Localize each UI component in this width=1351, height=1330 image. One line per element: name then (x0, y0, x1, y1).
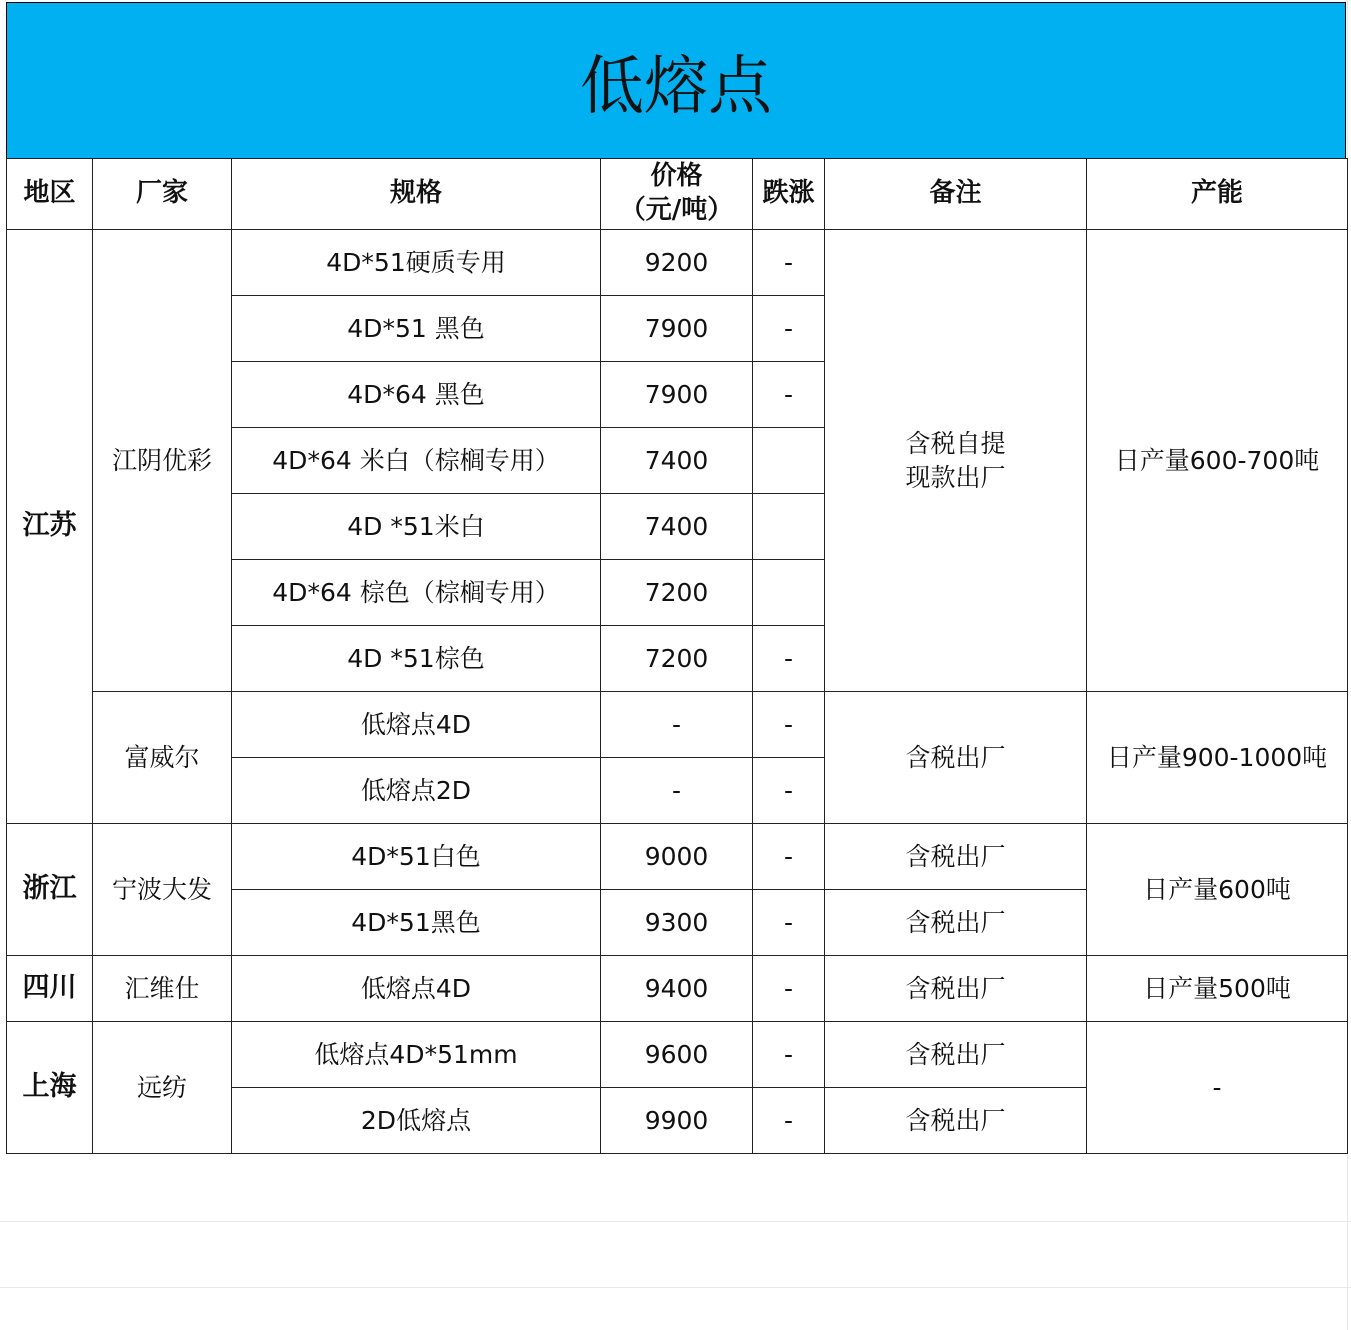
sheet-gridline (0, 1287, 1351, 1288)
table-row (7, 956, 1348, 1022)
change-cell: - (753, 890, 825, 956)
spec-cell: 低熔点2D (232, 758, 601, 824)
change-cell: - (753, 956, 825, 1022)
note-cell: 含税出厂 (825, 890, 1087, 956)
price-cell: 9900 (601, 1088, 753, 1154)
region-cell: 四川 (7, 956, 93, 1022)
price-cell: - (601, 758, 753, 824)
change-cell: - (753, 230, 825, 296)
spec-cell: 4D*51白色 (232, 824, 601, 890)
capacity-cell: 日产量600-700吨 (1087, 230, 1348, 692)
spec-cell: 4D*64 黑色 (232, 362, 601, 428)
price-table (6, 158, 1348, 1154)
change-cell: - (753, 758, 825, 824)
capacity-cell: 日产量600吨 (1087, 824, 1348, 956)
manufacturer-cell: 宁波大发 (93, 824, 232, 956)
manufacturer-cell: 江阴优彩 (93, 230, 232, 692)
region-cell: 上海 (7, 1022, 93, 1154)
header-capacity: 产能 (1087, 159, 1348, 230)
spec-cell: 4D*51 黑色 (232, 296, 601, 362)
note-cell: 含税出厂 (825, 1088, 1087, 1154)
change-cell: - (753, 626, 825, 692)
price-cell: 7400 (601, 428, 753, 494)
spec-cell: 4D*51黑色 (232, 890, 601, 956)
capacity-cell: - (1087, 1022, 1348, 1154)
header-price: 价格 （元/吨） (601, 159, 753, 230)
manufacturer-cell: 汇维仕 (93, 956, 232, 1022)
change-cell: - (753, 296, 825, 362)
table-row (7, 692, 1348, 758)
price-cell: 9600 (601, 1022, 753, 1088)
spec-cell: 4D*64 棕色（棕榈专用） (232, 560, 601, 626)
manufacturer-cell: 远纺 (93, 1022, 232, 1154)
spec-cell: 4D *51米白 (232, 494, 601, 560)
price-cell: 7900 (601, 362, 753, 428)
capacity-cell: 日产量500吨 (1087, 956, 1348, 1022)
header-note: 备注 (825, 159, 1087, 230)
change-cell: - (753, 1088, 825, 1154)
change-cell: - (753, 692, 825, 758)
table-row (7, 230, 1348, 296)
table-row (7, 1022, 1348, 1088)
header-manufacturer: 厂家 (93, 159, 232, 230)
price-cell: 7200 (601, 626, 753, 692)
manufacturer-cell: 富威尔 (93, 692, 232, 824)
price-cell: 7900 (601, 296, 753, 362)
price-cell: 9300 (601, 890, 753, 956)
price-cell: 7200 (601, 560, 753, 626)
header-row (7, 159, 1348, 230)
note-cell: 含税出厂 (825, 824, 1087, 890)
change-cell (753, 560, 825, 626)
change-cell (753, 428, 825, 494)
change-cell: - (753, 824, 825, 890)
note-cell: 含税出厂 (825, 956, 1087, 1022)
change-cell: - (753, 1022, 825, 1088)
spec-cell: 4D*51硬质专用 (232, 230, 601, 296)
price-cell: 9000 (601, 824, 753, 890)
header-region: 地区 (7, 159, 93, 230)
table-row (7, 824, 1348, 890)
spec-cell: 低熔点4D (232, 692, 601, 758)
capacity-cell: 日产量900-1000吨 (1087, 692, 1348, 824)
header-change: 跌涨 (753, 159, 825, 230)
spec-cell: 2D低熔点 (232, 1088, 601, 1154)
price-cell: 7400 (601, 494, 753, 560)
header-spec: 规格 (232, 159, 601, 230)
change-cell (753, 494, 825, 560)
price-cell: 9400 (601, 956, 753, 1022)
spec-cell: 4D *51棕色 (232, 626, 601, 692)
sheet-title: 低熔点 (6, 2, 1346, 158)
note-cell: 含税出厂 (825, 692, 1087, 824)
change-cell: - (753, 362, 825, 428)
price-cell: 9200 (601, 230, 753, 296)
sheet-gridline (0, 1221, 1351, 1222)
spec-cell: 低熔点4D*51mm (232, 1022, 601, 1088)
spec-cell: 低熔点4D (232, 956, 601, 1022)
price-cell: - (601, 692, 753, 758)
region-cell: 浙江 (7, 824, 93, 956)
note-cell: 含税出厂 (825, 1022, 1087, 1088)
region-cell: 江苏 (7, 230, 93, 824)
spec-cell: 4D*64 米白（棕榈专用） (232, 428, 601, 494)
price-sheet (6, 2, 1348, 1154)
note-cell: 含税自提 现款出厂 (825, 230, 1087, 692)
